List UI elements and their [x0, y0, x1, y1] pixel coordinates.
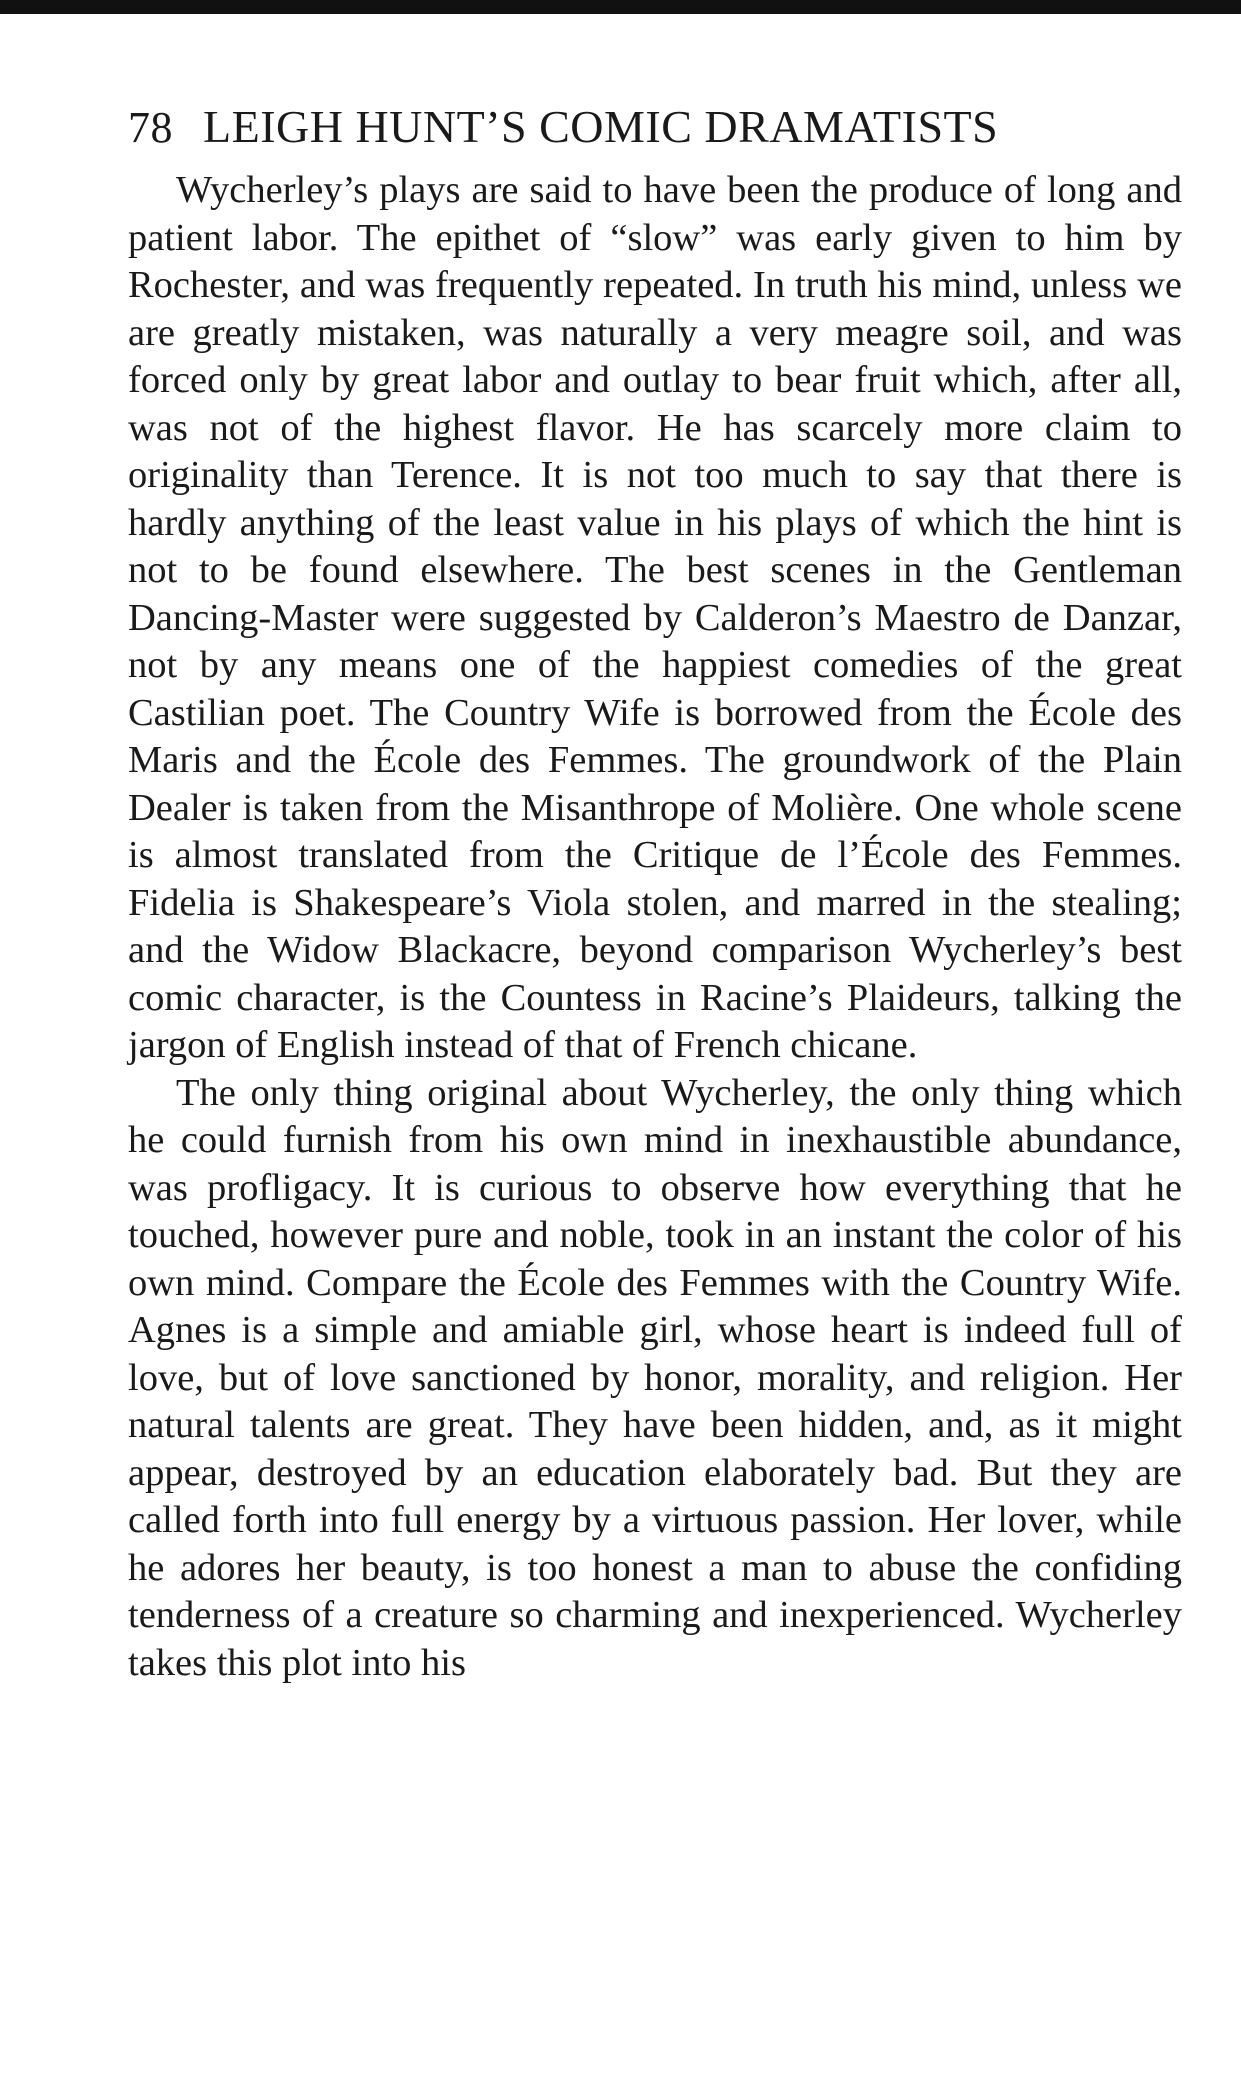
running-title: LEIGH HUNT’S COMIC DRAMATISTS [203, 101, 999, 152]
running-head [128, 100, 1182, 153]
page-number: 78 [128, 103, 173, 152]
body-text [128, 167, 1182, 1687]
top-border-rule [0, 0, 1241, 14]
book-page [128, 100, 1182, 1687]
paragraph-2: The only thing original about Wycherley, the only thing which he could furnish from his own mind in inexhaustible abundance, was profligacy. It is curious to observe how everything that he touched, however pure and noble, took in an instant the color of his own mind. Compare the École des Femmes with the Country Wife. Agnes is a simple and amiable girl, whose heart is indeed full of love, but of love sanctioned by honor, morality, and religion. Her natural talents are great. They have been hidden, and, as it might appear, destroyed by an education elaborately bad. But they are called forth into full energy by a virtuous passion. Her lover, while he adores her beauty, is too honest a man to abuse the confiding tenderness of a creature so charming and inexperienced. Wycherley takes this plot into his [128, 1071, 1182, 1684]
paragraph-1: Wycherley’s plays are said to have been the produce of long and patient labor. The epithet of “slow” was early given to him by Rochester, and was frequently repeated. In truth his mind, unless we are greatly mistaken, was naturally a very meagre soil, and was forced only by great labor and outlay to bear fruit which, after all, was not of the highest flavor. He has scarcely more claim to originality than Terence. It is not too much to say that there is hardly anything of the least value in his plays of which the hint is not to be found elsewhere. The best scenes in the Gentleman Dancing-Master were suggested by Calderon’s Maestro de Danzar, not by any means one of the happiest comedies of the great Castilian poet. The Country Wife is borrowed from the École des Maris and the École des Femmes. The groundwork of the Plain Dealer is taken from the Misanthrope of Molière. One whole scene is almost translated from the Critique de l’École des Femmes. Fidelia is Shakespeare’s Viola stolen, and marred in the stealing; and the Widow Blackacre, beyond comparison Wycherley’s best comic character, is the Countess in Racine’s Plaideurs, talking the jargon of English instead of that of French chicane. [128, 169, 1182, 1066]
